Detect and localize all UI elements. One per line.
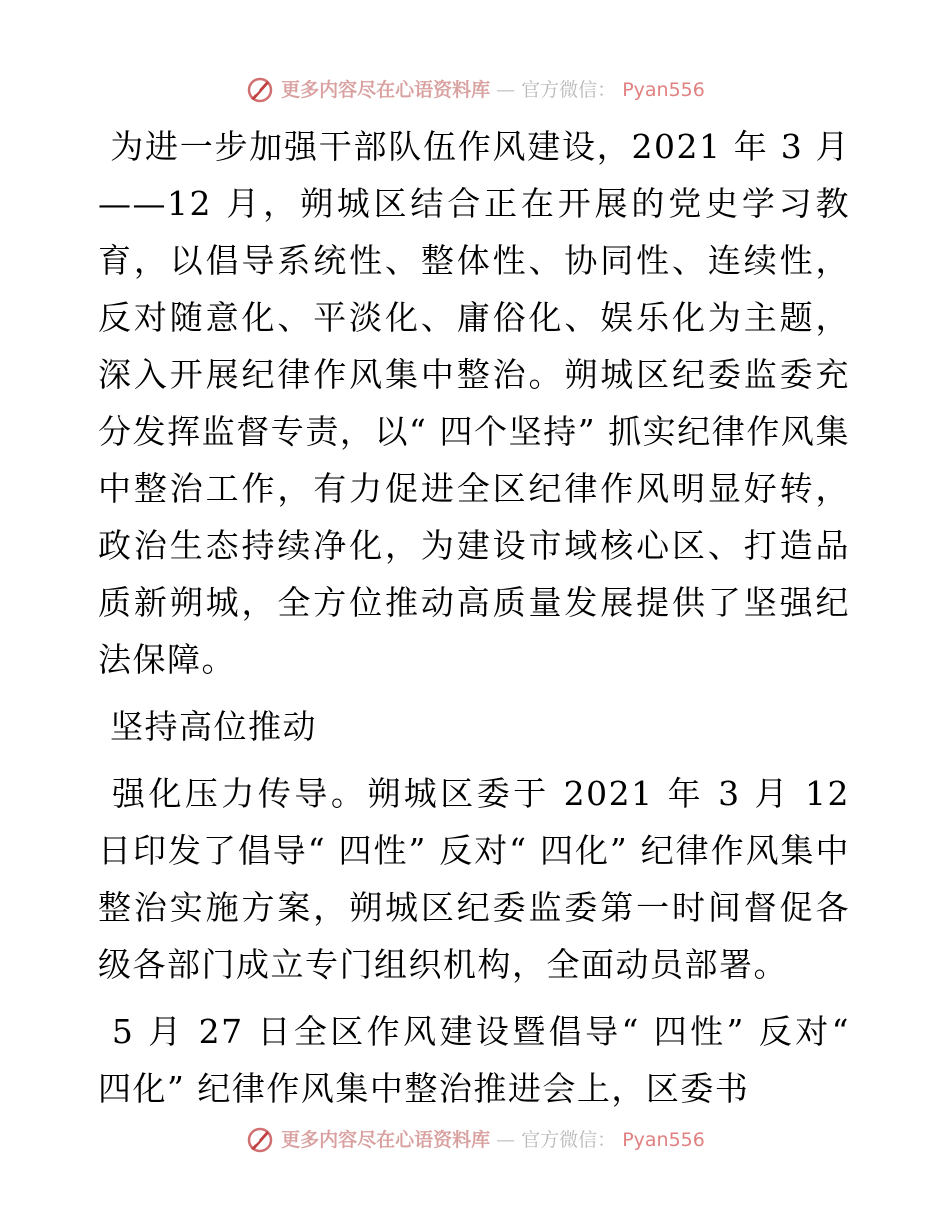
watermark-banner [245,75,705,105]
section-heading: 坚持高位推动 [98,707,317,746]
watermark-official-label: 官方微信： [521,78,617,101]
watermark-site-text: 更多内容尽在心语资料库 [281,78,491,101]
watermark-site-text: 更多内容尽在心语资料库 [281,1128,491,1151]
watermark-banner-bottom [245,1125,705,1155]
watermark-wechat-id: Pyan556 [622,1128,705,1151]
document-body [98,118,862,1117]
paragraph-pressure: 强化压力传导。朔城区委于 2021 年 3 月 12 日印发了倡导“ 四性” 反对“ 四化” 纪律作风集中整治实施方案，朔城区纪委监委第一时间督促各级各部门成立专门组织机构，全面动员部署。 [98,774,862,984]
quill-logo-icon [245,1125,275,1155]
paragraph-intro: 为进一步加强干部队伍作风建设，2021 年 3 月——12 月，朔城区结合正在开展的党史学习教育，以倡导系统性、整体性、协同性、连续性，反对随意化、平淡化、庸俗化、娱乐化为主题，深入开展纪律作风集中整治。朔城区纪委监委充分发挥监督专责，以“ 四个坚持” 抓实纪律作风集中整治工作，有力促进全区纪律作风明显好转，政治生态持续净化，为建设市域核心区、打造品质新朔城，全方位推动高质量发展提供了坚强纪法保障。 [98,127,850,679]
paragraph-meeting: 5 月 27 日全区作风建设暨倡导“ 四性” 反对“ 四化” 纪律作风集中整治推进会上，区委书 [98,1012,862,1108]
watermark-dash: — [496,1128,516,1151]
watermark-dash: — [496,78,516,101]
bottom-watermark [0,1120,950,1160]
watermark-official-label: 官方微信： [521,1128,617,1151]
top-watermark [0,70,950,110]
quill-logo-icon [245,75,275,105]
watermark-wechat-id: Pyan556 [622,78,705,101]
